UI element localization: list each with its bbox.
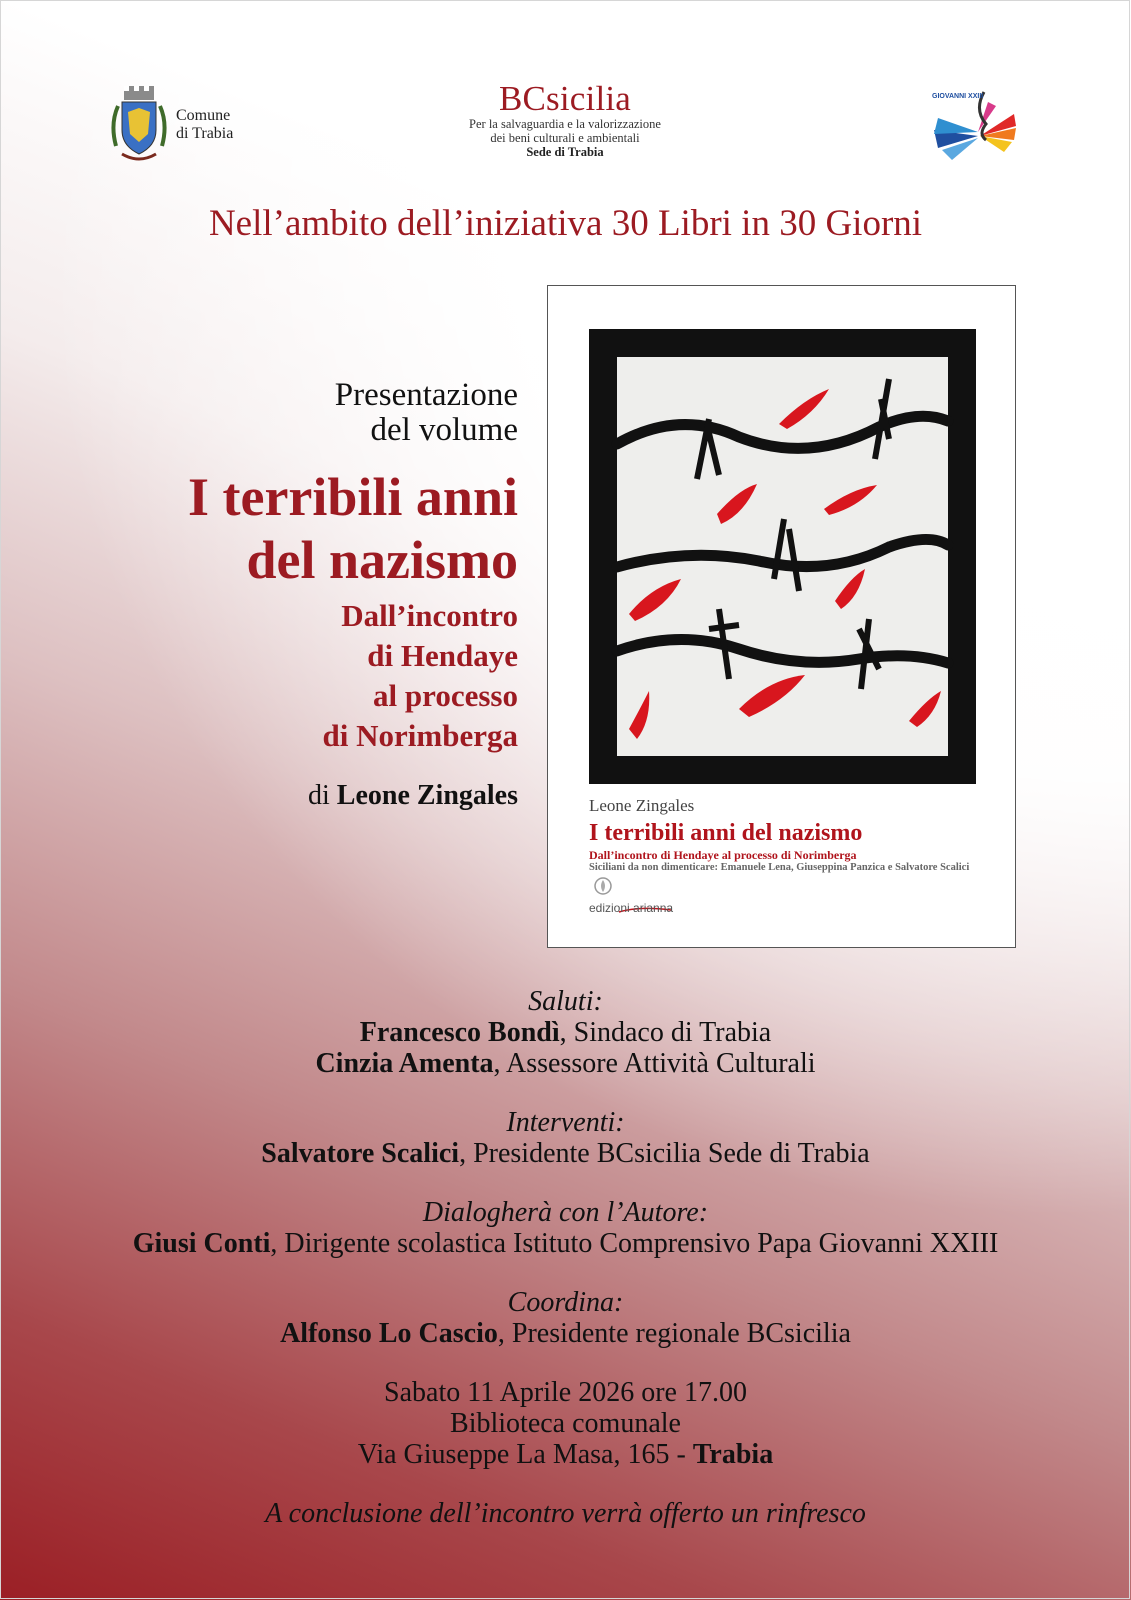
- address-street: Via Giuseppe La Masa, 165 -: [357, 1439, 693, 1470]
- comune-town: di Trabia: [176, 125, 234, 142]
- school-logo-text: GIOVANNI XXIII: [932, 93, 984, 100]
- book-subtitle: [188, 596, 518, 756]
- book-subtitle-line-1: Dall’incontro: [341, 598, 518, 633]
- event-address: [0, 1439, 1131, 1470]
- cover-subtitle-2: Siciliani da non dimenticare: Emanuele Lena, Giuseppina Panzica e Salvatore Scalici: [589, 862, 970, 873]
- author-byline: [188, 780, 518, 812]
- dialoghera-role: , Dirigente scolastica Istituto Comprensivo Papa Giovanni XXIII: [270, 1228, 999, 1259]
- presentation-block: [188, 378, 518, 812]
- brand-sicilia: sicilia: [546, 79, 632, 118]
- interventi-role: , Presidente BCsicilia Sede di Trabia: [459, 1138, 870, 1169]
- presentation-line-2: del volume: [370, 412, 518, 448]
- school-logo-icon: [930, 84, 1020, 164]
- bcsicilia-sede: Sede di Trabia: [526, 145, 604, 159]
- book-cover-image: [547, 285, 1016, 948]
- bcsicilia-brand: [440, 80, 690, 118]
- dialoghera-name: Giusi Conti: [132, 1228, 271, 1259]
- saluti-speaker-1: [0, 1017, 1131, 1048]
- coordina-name: Alfonso Lo Cascio: [280, 1318, 498, 1349]
- byline-prefix: di: [307, 780, 337, 811]
- book-subtitle-line-4: di Norimberga: [322, 718, 518, 753]
- cover-author: Leone Zingales: [589, 796, 695, 815]
- coat-of-arms-icon: [108, 84, 170, 166]
- saluti-2-name: Cinzia Amenta: [315, 1048, 494, 1079]
- event-program: [0, 986, 1131, 1529]
- barbed-wire-artwork: [589, 329, 976, 784]
- interventi-speaker: [0, 1138, 1131, 1169]
- saluti-label: Saluti:: [528, 986, 603, 1017]
- interventi-label: Interventi:: [506, 1107, 625, 1138]
- dialoghera-label: Dialogherà con l’Autore:: [422, 1197, 709, 1228]
- saluti-1-role: , Sindaco di Trabia: [559, 1017, 772, 1048]
- saluti-1-name: Francesco Bondì: [359, 1017, 560, 1048]
- book-title-heading: [188, 466, 518, 592]
- event-date: Sabato 11 Aprile 2026 ore 17.00: [384, 1377, 747, 1408]
- book-subtitle-line-3: al processo: [373, 678, 518, 713]
- coordina-role: , Presidente regionale BCsicilia: [497, 1318, 851, 1349]
- closing-note: A conclusione dell’incontro verrà offerto un rinfresco: [265, 1498, 866, 1529]
- coordina-speaker: [0, 1318, 1131, 1349]
- bcsicilia-logo-block: [440, 80, 690, 159]
- saluti-speaker-2: [0, 1048, 1131, 1079]
- coordina-label: Coordina:: [507, 1287, 624, 1318]
- book-title-line-1: I terribili anni: [187, 467, 518, 527]
- comune-logo-block: [108, 84, 233, 166]
- author-name: Leone Zingales: [336, 780, 518, 811]
- interventi-name: Salvatore Scalici: [261, 1138, 460, 1169]
- cover-subtitle: Dall’incontro di Hendaye al processo di Norimberga: [589, 848, 857, 862]
- bcsicilia-tagline-2: dei beni culturali e ambientali: [490, 130, 640, 145]
- book-title-line-2: del nazismo: [246, 530, 518, 590]
- bcsicilia-tagline-1: Per la salvaguardia e la valorizzazione: [469, 117, 661, 131]
- cover-title: I terribili anni del nazismo: [589, 820, 863, 846]
- address-town: Trabia: [692, 1439, 774, 1470]
- book-subtitle-line-2: di Hendaye: [367, 638, 518, 673]
- saluti-2-role: , Assessore Attività Culturali: [493, 1048, 816, 1079]
- initiative-heading: Nell’ambito dell’iniziativa 30 Libri in 30 Giorni: [208, 203, 923, 244]
- comune-label: Comune: [176, 107, 231, 124]
- presentation-line-1: Presentazione: [334, 377, 518, 413]
- brand-bc: BC: [498, 79, 547, 118]
- dialoghera-speaker: [0, 1228, 1131, 1259]
- cover-publisher: edizioni arianna: [589, 901, 674, 915]
- event-venue: Biblioteca comunale: [450, 1408, 681, 1439]
